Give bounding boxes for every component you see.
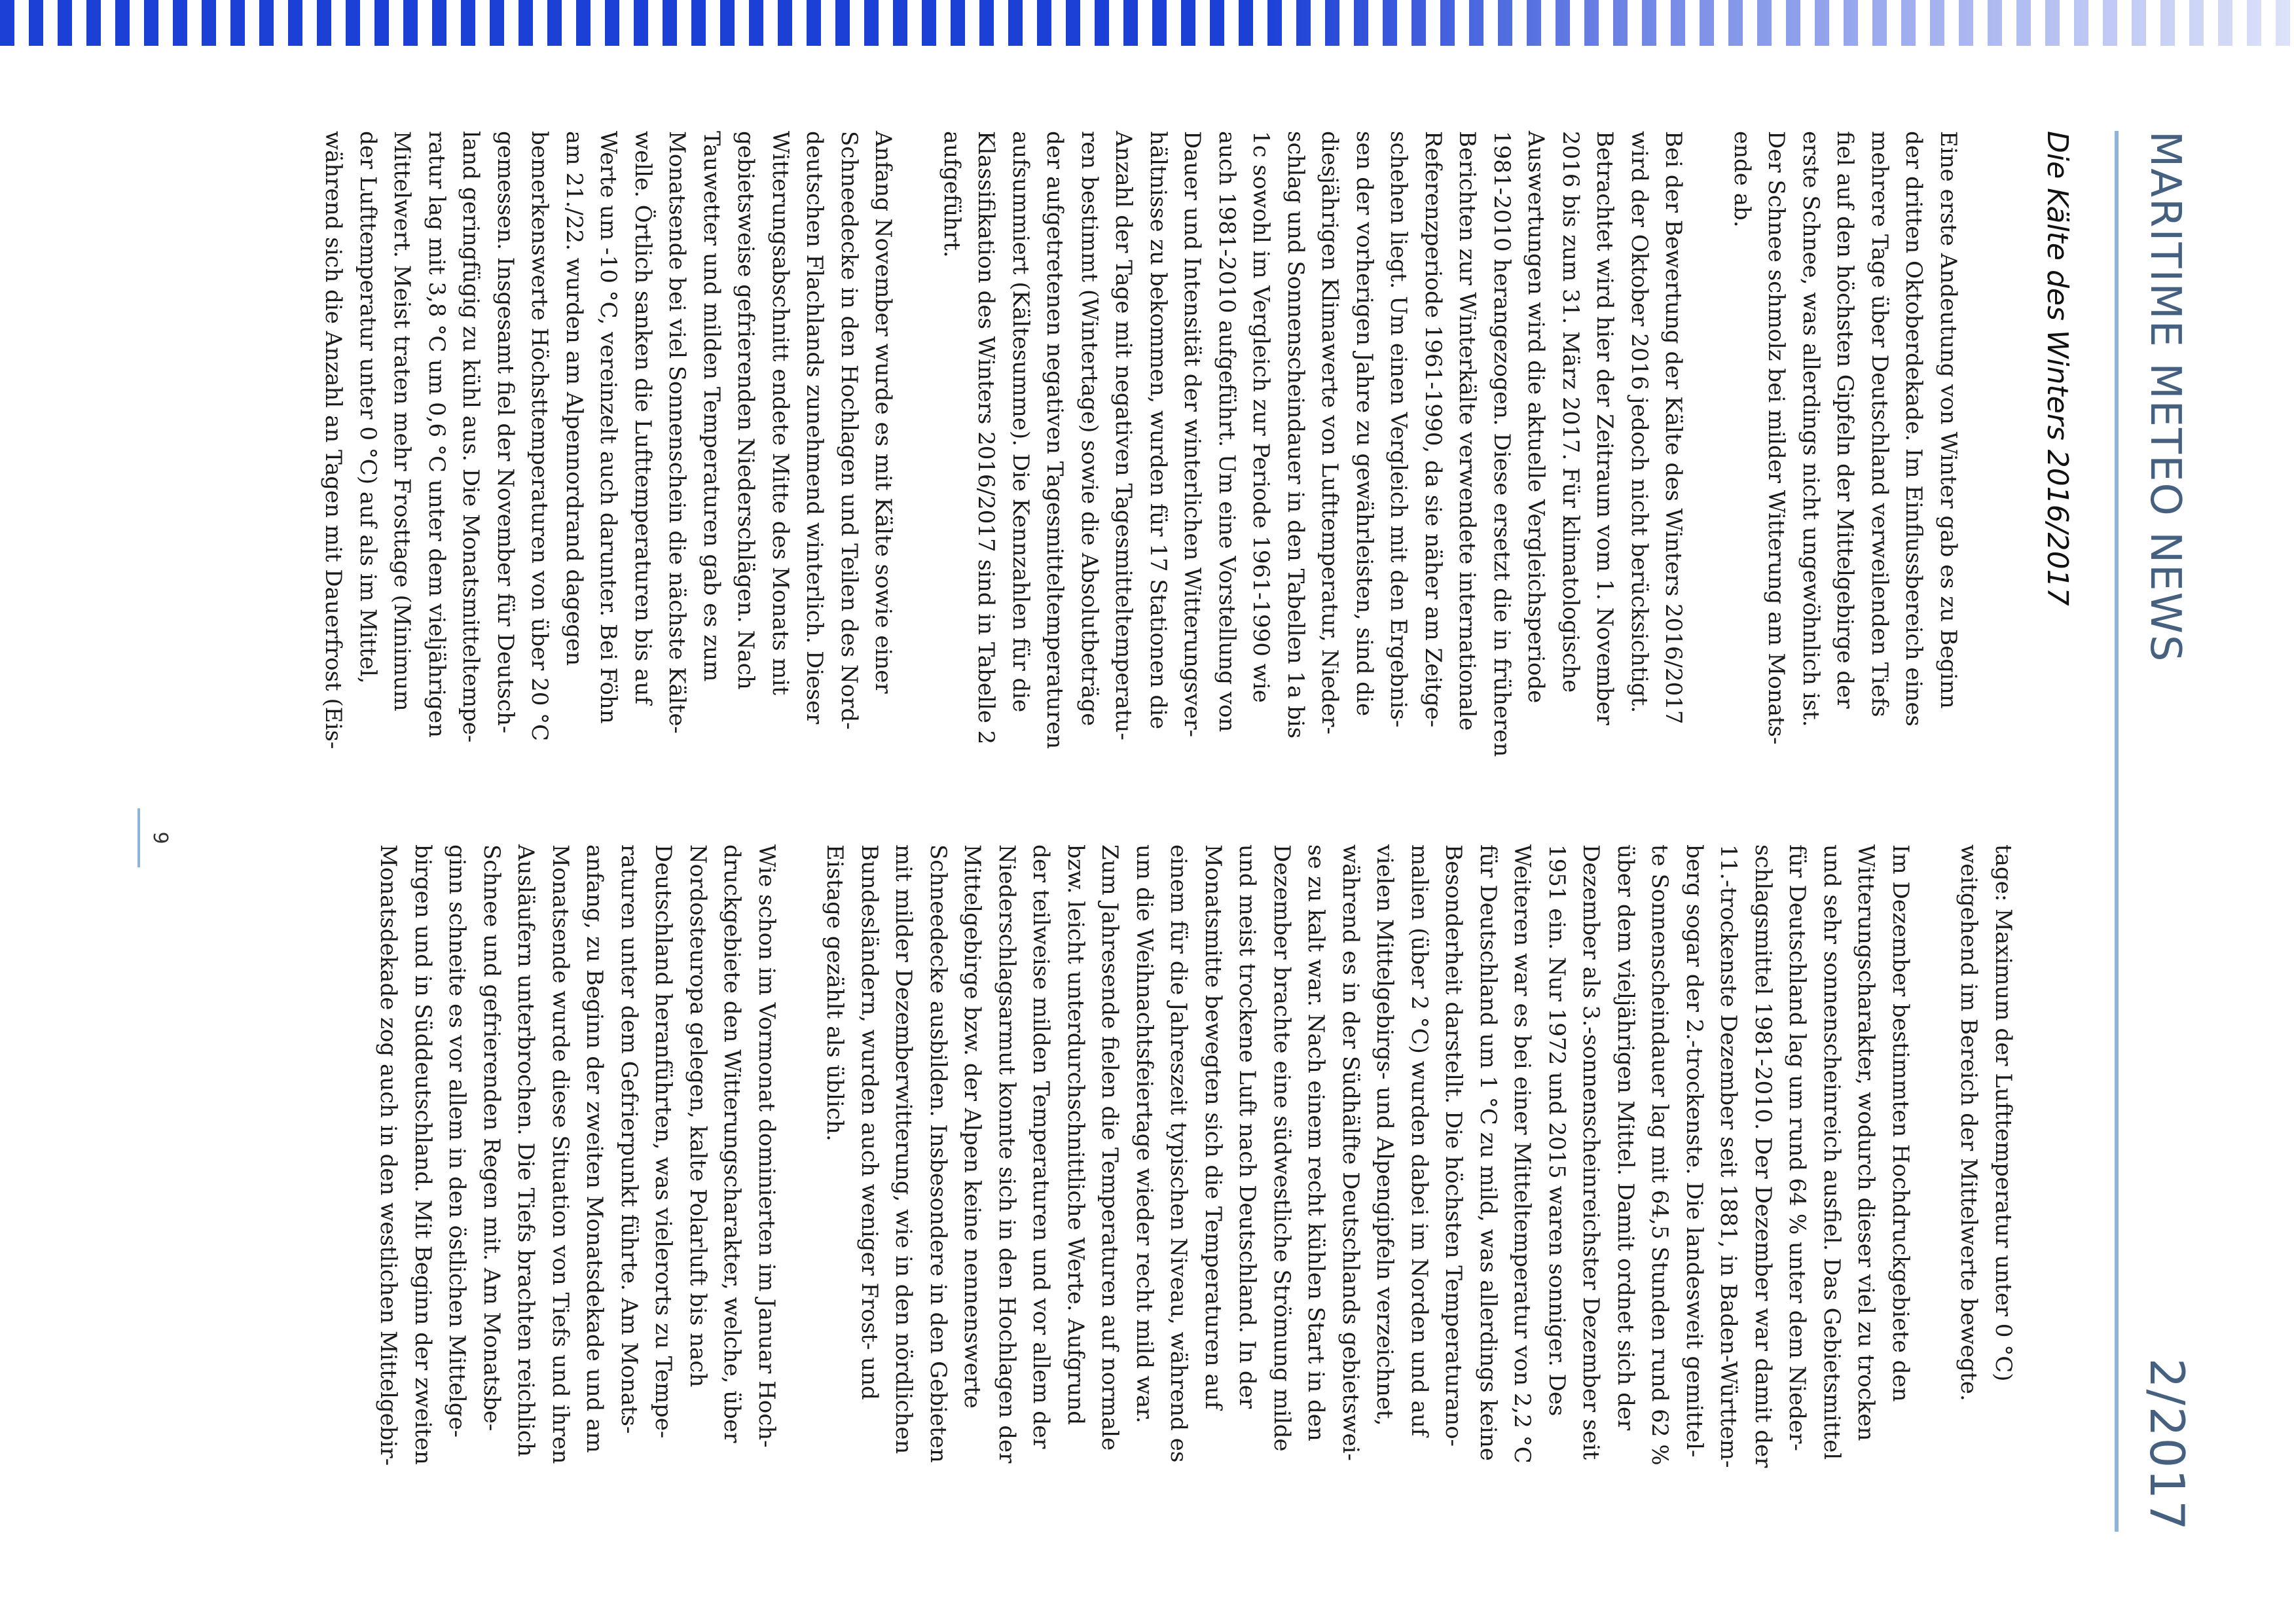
paragraph: tage: Maximum der Lufttemperatur unter 0 °C) weitgehend im Bereich der Mittelwerte bewegte. (1956, 844, 2016, 1401)
paragraph: Bei der Bewertung der Kälte des Winters 2016/2017 wird der Oktober 2016 jedoch nicht berücksichtigt. Betrachtet wird hier der Zeitraum vom 1. November 2016 bis zum 31. März 2017. Für klimatologische Auswertungen wird die aktuelle Vergleichsperiode 1981-2010 herangezogen. Diese ersetzt die in früheren Berichten zur Winterkälte verwendete internationale Referenzperiode 1961-1990, da sie näher am Zeitge- schehen liegt. Um einen Vergleich mit den Ergebnis- sen der vorherigen Jahre zu gewährleisten, sind die diesjährigen Klimawerte von Lufttemperatur, Nieder- schlag und Sonnenscheindauer in den Tabellen 1a bis 1c sowohl im Vergleich zur Periode 1961-1990 wie auch 1981-2010 aufgeführt. Um eine Vorstellung von Dauer und Intensität der winterlichen Witterungsver- hältnisse zu bekommen, wurden für 17 Stationen die Anzahl der Tage mit negativen Tagesmitteltemperatu- ren bestimmt (Wintertage) sowie die Absolutbeträge der aufgetretenen negativen Tagesmitteltemperaturen aufsummiert (Kältesumme). Die Kennzahlen für die Klassifikation des Winters 2016/2017 sind in Tabelle 2 aufgeführt. (939, 131, 1687, 757)
page-number: 9 (149, 831, 172, 844)
paragraph: Im Dezember bestimmten Hochdruckgebiete den Witterungscharakter, wodurch dieser viel zu trocken und sehr sonnenscheinreich ausfiel. Das Gebietsmittel für Deutschland lag um rund 64 % unter dem Nieder- schlagsmittel 1981-2010. Der Dezember war damit der 11.-trockenste Dezember seit 1881, in Baden-Württem- berg sogar der 2.-trockenste. Die landesweit gemittel- te Sonnenscheindauer lag mit 64,5 Stunden rund 62 % über dem vieljährigen Mittel. Damit ordnet sich der Dezember als 3.-sonnenscheinreichster Dezember seit 1951 ein. Nur 1972 und 2015 waren sonniger. Des Weiteren war es bei einer Mitteltemperatur von 2,2 °C für Deutschland um 1 °C zu mild, was allerdings keine Besonderheit darstellt. Die höchsten Temperaturano- malien (über 2 °C) wurden dabei im Norden und auf vielen Mittelgebirgs- und Alpengipfeln verzeichnet, während es in der Südhälfte Deutschlands gebietswei- se zu kalt war. Nach einem recht kühlen Start in den Dezember brachte eine südwestliche Strömung milde und meist trockene Luft nach Deutschland. In der Monatsmitte bewegten sich die Temperaturen auf einem für die Jahreszeit typischen Niveau, während es um die Weihnachtsfeiertage wieder recht mild war. Zum Jahresende fielen die Temperaturen auf normale bzw. leicht unterdurchschnittliche Werte. Aufgrund der teilweise milden Temperaturen und vor allem der Niederschlagsarmut konnte sich in den Hochlagen der Mittelgebirge bzw. der Alpen keine nennenswerte Schneedecke ausbilden. Insbesondere in den Gebieten mit milder Dezemberwitterung, wie in den nördlichen Bundesländern, wurden auch weniger Frost- und Eistage gezählt als üblich. (822, 844, 1914, 1468)
publication-title: MARITIME METEO NEWS (2141, 131, 2189, 663)
issue-number: 2/2017 (2139, 1358, 2194, 1532)
text-column-left (282, 131, 1965, 877)
header-divider (2115, 131, 2119, 1532)
page-header (2124, 131, 2202, 1532)
paragraph: Wie schon im Vormonat dominierten im Januar Hoch- druckgebiete den Witterungscharakter, welche, über Nordosteuropa gelegen, kalte Polarluft bis nach Deutschland heranführten, was vielerorts zu Tempe- raturen unter dem Gefrierpunkt führte. Am Monats- anfang, zu Beginn der zweiten Monatsdekade und am Monatsende wurde diese Situation von Tiefs und ihren Ausläufern unterbrochen. Die Tiefs brachten reichlich Schnee und gefrierenden Regen mit. Am Monatsbe- ginn schneite es vor allem in den östlichen Mittelge- birgen und in Süddeutschland. Mit Beginn der zweiten Monatsdekade zog auch in den westlichen Mittelgebir- (375, 844, 780, 1466)
page-number-underline (137, 808, 140, 867)
paragraph: Eine erste Andeutung von Winter gab es zu Beginn der dritten Oktoberdekade. Im Einflussbereich eines mehrere Tage über Deutschland verweilenden Tiefs fiel auf den höchsten Gipfeln der Mittelgebirge der erste Schnee, was allerdings nicht ungewöhnlich ist. Der Schnee schmolz bei milder Witterung am Monats- ende ab. (1729, 131, 1961, 745)
article-title: Die Kälte des Winters 2016/2017 (2041, 131, 2074, 606)
paragraph: Anfang November wurde es mit Kälte sowie einer Schneedecke in den Hochlagen und Teilen des Nord- deutschen Flachlands zunehmend winterlich. Dieser Witterungsabschnitt endete Mitte des Monats mit gebietsweise gefrierenden Niederschlägen. Nach Tauwetter und milden Temperaturen gab es zum Monatsende bei viel Sonnenschein die nächste Kälte- welle. Örtlich sanken die Lufttemperaturen bis auf Werte um -10 °C, vereinzelt auch darunter. Bei Föhn am 21./22. wurden am Alpennordrand dagegen bemerkenswerte Höchsttemperaturen von über 20 °C gemessen. Insgesamt fiel der November für Deutsch- land geringfügig zu kühl aus. Die Monatsmitteltempe- ratur lag mit 3,8 °C um 0,6 °C unter dem vieljährigen Mittelwert. Meist traten mehr Frosttage (Minimum der Lufttemperatur unter 0 °C) auf als im Mittel, während sich die Anzahl an Tagen mit Dauerfrost (Eis- (320, 131, 897, 749)
text-column-right (337, 844, 2020, 1591)
